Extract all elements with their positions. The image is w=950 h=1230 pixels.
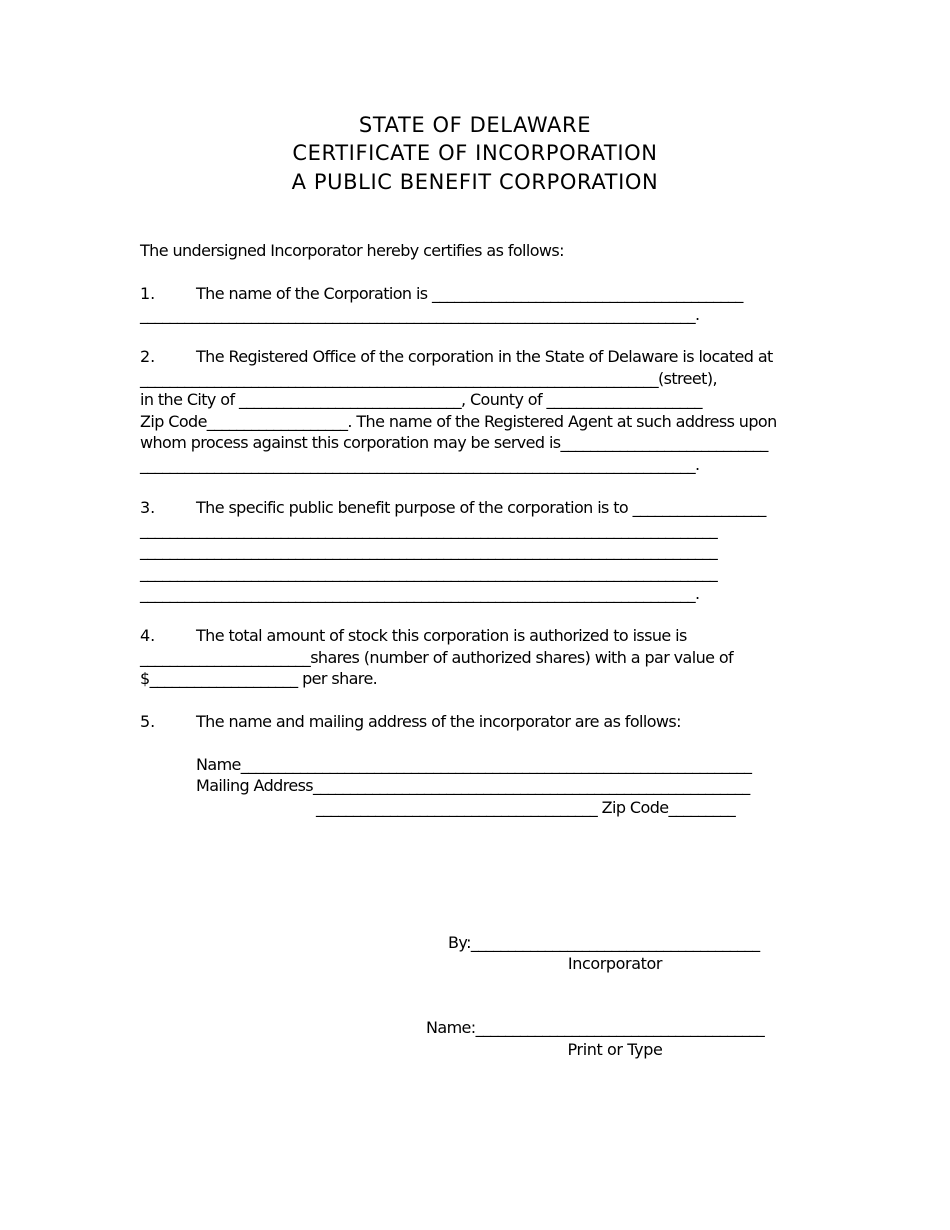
section-1-number: 1. <box>140 284 156 303</box>
city-county-field[interactable]: in the City of ______________________________, County of _____________________ <box>140 390 702 409</box>
title-benefit-corporation: A PUBLIC BENEFIT CORPORATION <box>291 170 659 194</box>
incorporator-label: Incorporator <box>567 954 663 973</box>
benefit-purpose-line-2[interactable]: ______________________________________________________________________________ <box>140 520 718 539</box>
corporation-name-field-continued[interactable]: ___________________________________________________________________________. <box>140 305 700 324</box>
title-state: STATE OF DELAWARE <box>358 113 592 137</box>
signature-name-field[interactable]: Name:_______________________________________ <box>426 1018 765 1037</box>
corporation-name-field[interactable]: The name of the Corporation is __________________________________________ <box>196 284 743 303</box>
mailing-address-field[interactable]: Mailing Address___________________________________________________________ <box>196 776 750 795</box>
registered-agent-field-continued[interactable]: ___________________________________________________________________________. <box>140 455 700 474</box>
benefit-purpose-line-4[interactable]: ______________________________________________________________________________ <box>140 563 718 582</box>
benefit-purpose-line-5[interactable]: ___________________________________________________________________________. <box>140 584 700 603</box>
section-4-number: 4. <box>140 626 156 645</box>
section-3-number: 3. <box>140 498 156 517</box>
signature-by-field[interactable]: By:_______________________________________ <box>448 933 760 952</box>
benefit-purpose-field[interactable]: The specific public benefit purpose of the corporation is to __________________ <box>196 498 766 517</box>
incorporator-name-field[interactable]: Name_____________________________________________________________________ <box>196 755 752 774</box>
registered-office-text: The Registered Office of the corporation in the State of Delaware is located at <box>196 347 773 366</box>
section-2-number: 2. <box>140 347 156 366</box>
zip-code-field[interactable]: ______________________________________ Zip Code_________ <box>316 798 736 817</box>
intro-statement: The undersigned Incorporator hereby certifies as follows: <box>140 241 564 260</box>
authorized-shares-field[interactable]: _______________________shares (number of authorized shares) with a par value of <box>140 648 734 667</box>
section-5-number: 5. <box>140 712 156 731</box>
street-field[interactable]: ______________________________________________________________________(street), <box>140 369 717 388</box>
incorporator-text: The name and mailing address of the incorporator are as follows: <box>196 712 681 731</box>
benefit-purpose-line-3[interactable]: ______________________________________________________________________________ <box>140 541 718 560</box>
title-certificate: CERTIFICATE OF INCORPORATION <box>292 141 658 165</box>
stock-amount-text: The total amount of stock this corporation is authorized to issue is <box>196 626 687 645</box>
zip-agent-field[interactable]: Zip Code___________________. The name of the Registered Agent at such address upon <box>140 412 777 431</box>
registered-agent-field[interactable]: whom process against this corporation may be served is____________________________ <box>140 433 768 452</box>
par-value-field[interactable]: $____________________ per share. <box>140 669 378 688</box>
print-or-type-label: Print or Type <box>567 1040 663 1059</box>
